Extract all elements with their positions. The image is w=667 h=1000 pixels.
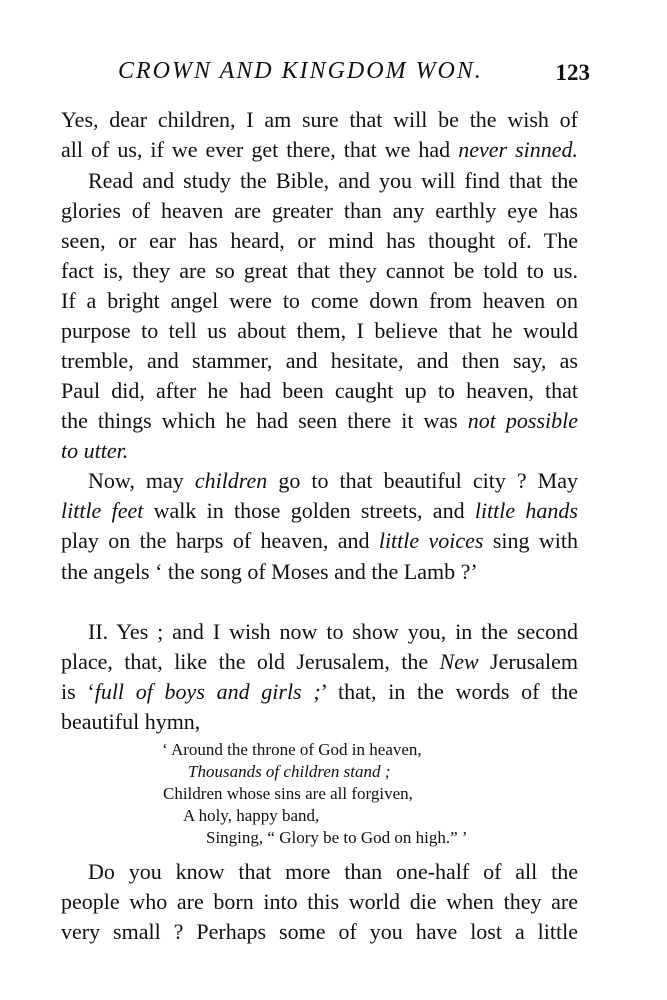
italic-emphasis: never sinned. xyxy=(458,137,579,162)
text-line: purpose to tell us about them, I believe that he would xyxy=(61,318,578,343)
text-line: II. Yes ; and I wish now to show you, in the second xyxy=(88,619,578,644)
hymn-line: A holy, happy band, xyxy=(183,806,320,825)
text-line: place, that, like the old Jerusalem, the New Jerusalem xyxy=(61,649,579,674)
running-head xyxy=(60,58,590,92)
text-line: to utter. xyxy=(61,438,129,463)
text-line: the angels ‘ the song of Moses and the Lamb ?’ xyxy=(61,559,478,584)
text-line: beautiful hymn, xyxy=(61,709,201,734)
text-line: fact is, they are so great that they cannot be told to us. xyxy=(61,258,578,283)
hymn-line: Singing, “ Glory be to God on high.” ’ xyxy=(206,828,468,847)
hymn-line: ‘ Around the throne of God in heaven, xyxy=(162,740,422,759)
italic-emphasis: not possible xyxy=(467,408,578,433)
italic-emphasis: children xyxy=(194,468,268,493)
text-line: Paul did, after he had been caught up to heaven, that xyxy=(61,378,578,403)
italic-emphasis: little hands xyxy=(474,498,578,523)
text-line: people who are born into this world die when they are xyxy=(61,889,578,914)
text-line: the things which he had seen there it was not possible xyxy=(61,408,578,433)
running-title: CROWN AND KINGDOM WON. xyxy=(118,58,483,84)
hymn-line: Thousands of children stand ; xyxy=(188,762,391,781)
text-line: glories of heaven are greater than any earthly eye has xyxy=(61,198,578,223)
page-number: 123 xyxy=(555,60,590,85)
italic-emphasis: New xyxy=(439,649,479,674)
text-line: tremble, and stammer, and hesitate, and then say, as xyxy=(61,348,578,373)
text-line: seen, or ear has heard, or mind has thought of. The xyxy=(61,228,578,253)
hymn-line: Children whose sins are all forgiven, xyxy=(163,784,413,803)
text-line: Yes, dear children, I am sure that will be the wish of xyxy=(61,107,578,132)
text-line: Now, may children go to that beautiful city ? May xyxy=(88,468,578,493)
italic-emphasis: little feet xyxy=(61,498,144,523)
text-line: little feet walk in those golden streets, and little hands xyxy=(61,498,578,523)
text-line: play on the harps of heaven, and little voices sing with xyxy=(61,528,578,553)
italic-emphasis: full of boys and girls ; xyxy=(94,679,321,704)
text-line: If a bright angel were to come down from heaven on xyxy=(61,288,578,313)
text-line: is ‘full of boys and girls ;’ that, in the words of the xyxy=(61,679,579,704)
text-line: Do you know that more than one-half of all the xyxy=(88,859,578,884)
text-line: very small ? Perhaps some of you have lost a little xyxy=(61,919,578,944)
italic-emphasis: little voices xyxy=(378,528,484,553)
text-line: all of us, if we ever get there, that we had never sinned. xyxy=(61,137,579,162)
text-line: Read and study the Bible, and you will find that the xyxy=(88,168,578,193)
